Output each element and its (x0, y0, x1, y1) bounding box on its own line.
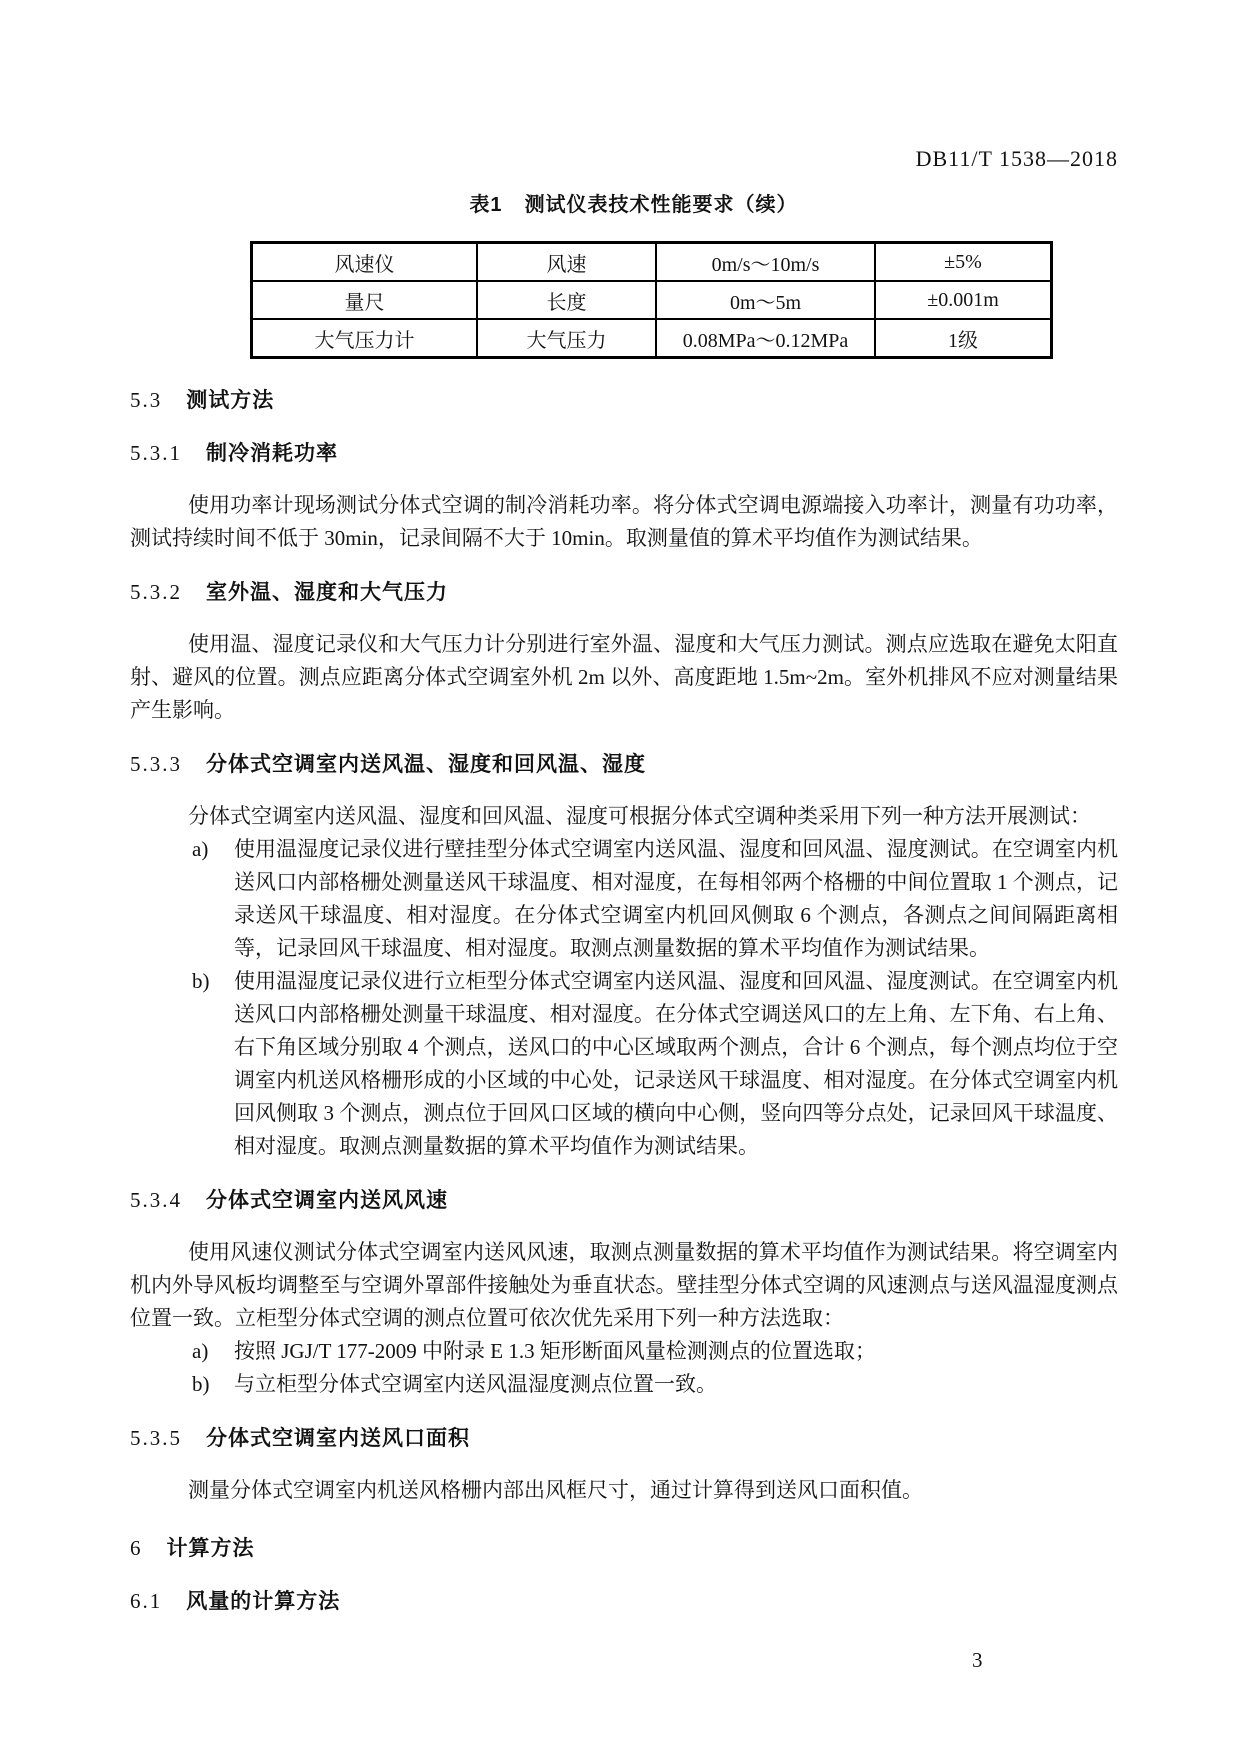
heading-title: 风量的计算方法 (186, 1590, 341, 1613)
heading-5-3-5 (130, 1423, 1118, 1454)
table-row (252, 243, 1052, 282)
cell-range: 0m/s～10m/s (656, 243, 875, 282)
heading-6-1 (130, 1586, 1118, 1617)
cell-parameter: 风速 (477, 243, 656, 282)
list-item-text: 使用温湿度记录仪进行立柜型分体式空调室内送风温、湿度和回风温、湿度测试。在空调室内机送风口内部格栅处测量干球温度、相对湿度。在分体式空调送风口的左上角、左下角、右上角、右下角区域分别取 4 个测点，送风口的中心区域取两个测点，合计 6 个测点，每个测点均位于空调室内机送风格栅形成的小区域的中心处，记录送风干球温度、相对湿度。在分体式空调室内机回风侧取 3 个测点，测点位于回风口区域的横向中心侧，竖向四等分点处，记录回风干球温度、相对湿度。取测点测量数据的算术平均值作为测试结果。 (234, 969, 1118, 1158)
list-label: a) (192, 837, 209, 861)
list-item-text: 使用温湿度记录仪进行壁挂型分体式空调室内送风温、湿度和回风温、湿度测试。在空调室内机送风口内部格栅处测量送风干球温度、相对湿度，在每相邻两个格栅的中间位置取 1 个测点，记录送风干球温度、相对湿度。在分体式空调室内机回风侧取 6 个测点，各测点之间间隔距离相等，记录回风干球温度、相对湿度。取测点测量数据的算术平均值作为测试结果。 (234, 837, 1118, 960)
table-row (252, 319, 1052, 358)
paragraph-5-3-3-intro: 分体式空调室内送风温、湿度和回风温、湿度可根据分体式空调种类采用下列一种方法开展测试： (188, 804, 1091, 828)
heading-title: 制冷消耗功率 (206, 442, 338, 465)
paragraph-5-3-2: 使用温、湿度记录仪和大气压力计分别进行室外温、湿度和大气压力测试。测点应选取在避免太阳直射、避风的位置。测点应距离分体式空调室外机 2m 以外、高度距地 1.5m~2m。室外机排风不应对测量结果产生影响。 (130, 632, 1118, 722)
heading-title: 分体式空调室内送风风速 (206, 1189, 448, 1212)
list-label: b) (192, 969, 210, 993)
heading-title: 分体式空调室内送风温、湿度和回风温、湿度 (206, 753, 646, 776)
heading-6 (130, 1533, 1118, 1564)
instrument-table (250, 241, 1053, 359)
list-item-a (130, 833, 1118, 965)
heading-number: 6 (130, 1536, 143, 1560)
page-number: 3 (972, 1648, 983, 1672)
paragraph-5-3-5: 测量分体式空调室内机送风格栅内部出风框尺寸，通过计算得到送风口面积值。 (188, 1478, 923, 1502)
cell-instrument: 大气压力计 (252, 319, 478, 358)
cell-accuracy: ±0.001m (875, 281, 1052, 319)
heading-5-3 (130, 385, 1118, 416)
list-item-b (130, 1368, 1118, 1401)
table-caption (250, 188, 1017, 217)
heading-number: 5.3.1 (130, 441, 182, 465)
list-item-text: 与立柜型分体式空调室内送风温湿度测点位置一致。 (234, 1372, 717, 1396)
heading-title: 分体式空调室内送风口面积 (206, 1427, 470, 1450)
cell-accuracy: 1级 (875, 319, 1052, 358)
list-label: a) (192, 1339, 209, 1363)
heading-number: 5.3.3 (130, 752, 182, 776)
table1-block (250, 188, 1017, 359)
paragraph-5-3-4: 使用风速仪测试分体式空调室内送风风速，取测点测量数据的算术平均值作为测试结果。将空调室内机内外导风板均调整至与空调外罩部件接触处为垂直状态。壁挂型分体式空调的风速测点与送风温湿度测点位置一致。立柜型分体式空调的测点位置可依次优先采用下列一种方法选取： (130, 1240, 1118, 1330)
heading-title: 测试方法 (186, 389, 275, 412)
paragraph-5-3-1: 使用功率计现场测试分体式空调的制冷消耗功率。将分体式空调电源端接入功率计，测量有功功率，测试持续时间不低于 30min，记录间隔不大于 10min。取测量值的算术平均值作为测试结果。 (130, 493, 1118, 550)
table-row (252, 281, 1052, 319)
heading-number: 5.3.5 (130, 1426, 182, 1450)
cell-range: 0m～5m (656, 281, 875, 319)
heading-number: 5.3 (130, 388, 163, 412)
heading-title: 计算方法 (166, 1537, 255, 1560)
heading-5-3-2 (130, 577, 1118, 608)
list-item-text: 按照 JGJ/T 177-2009 中附录 E 1.3 矩形断面风量检测测点的位置选取； (234, 1339, 876, 1363)
heading-5-3-3 (130, 749, 1118, 780)
table-caption-label: 表1 (469, 194, 503, 216)
heading-number: 6.1 (130, 1589, 163, 1613)
heading-5-3-4 (130, 1185, 1118, 1216)
list-5-3-4 (130, 1335, 1118, 1401)
heading-5-3-1 (130, 438, 1118, 469)
list-item-a (130, 1335, 1118, 1368)
cell-parameter: 大气压力 (477, 319, 656, 358)
cell-parameter: 长度 (477, 281, 656, 319)
heading-title: 室外温、湿度和大气压力 (206, 581, 448, 604)
cell-instrument: 风速仪 (252, 243, 478, 282)
heading-number: 5.3.2 (130, 580, 182, 604)
cell-accuracy: ±5% (875, 243, 1052, 282)
list-label: b) (192, 1372, 210, 1396)
cell-instrument: 量尺 (252, 281, 478, 319)
cell-range: 0.08MPa～0.12MPa (656, 319, 875, 358)
standard-code: DB11/T 1538—2018 (915, 146, 1118, 171)
list-5-3-3 (130, 833, 1118, 1163)
list-item-b (130, 965, 1118, 1163)
heading-number: 5.3.4 (130, 1188, 182, 1212)
table-caption-title: 测试仪表技术性能要求（续） (524, 194, 798, 216)
